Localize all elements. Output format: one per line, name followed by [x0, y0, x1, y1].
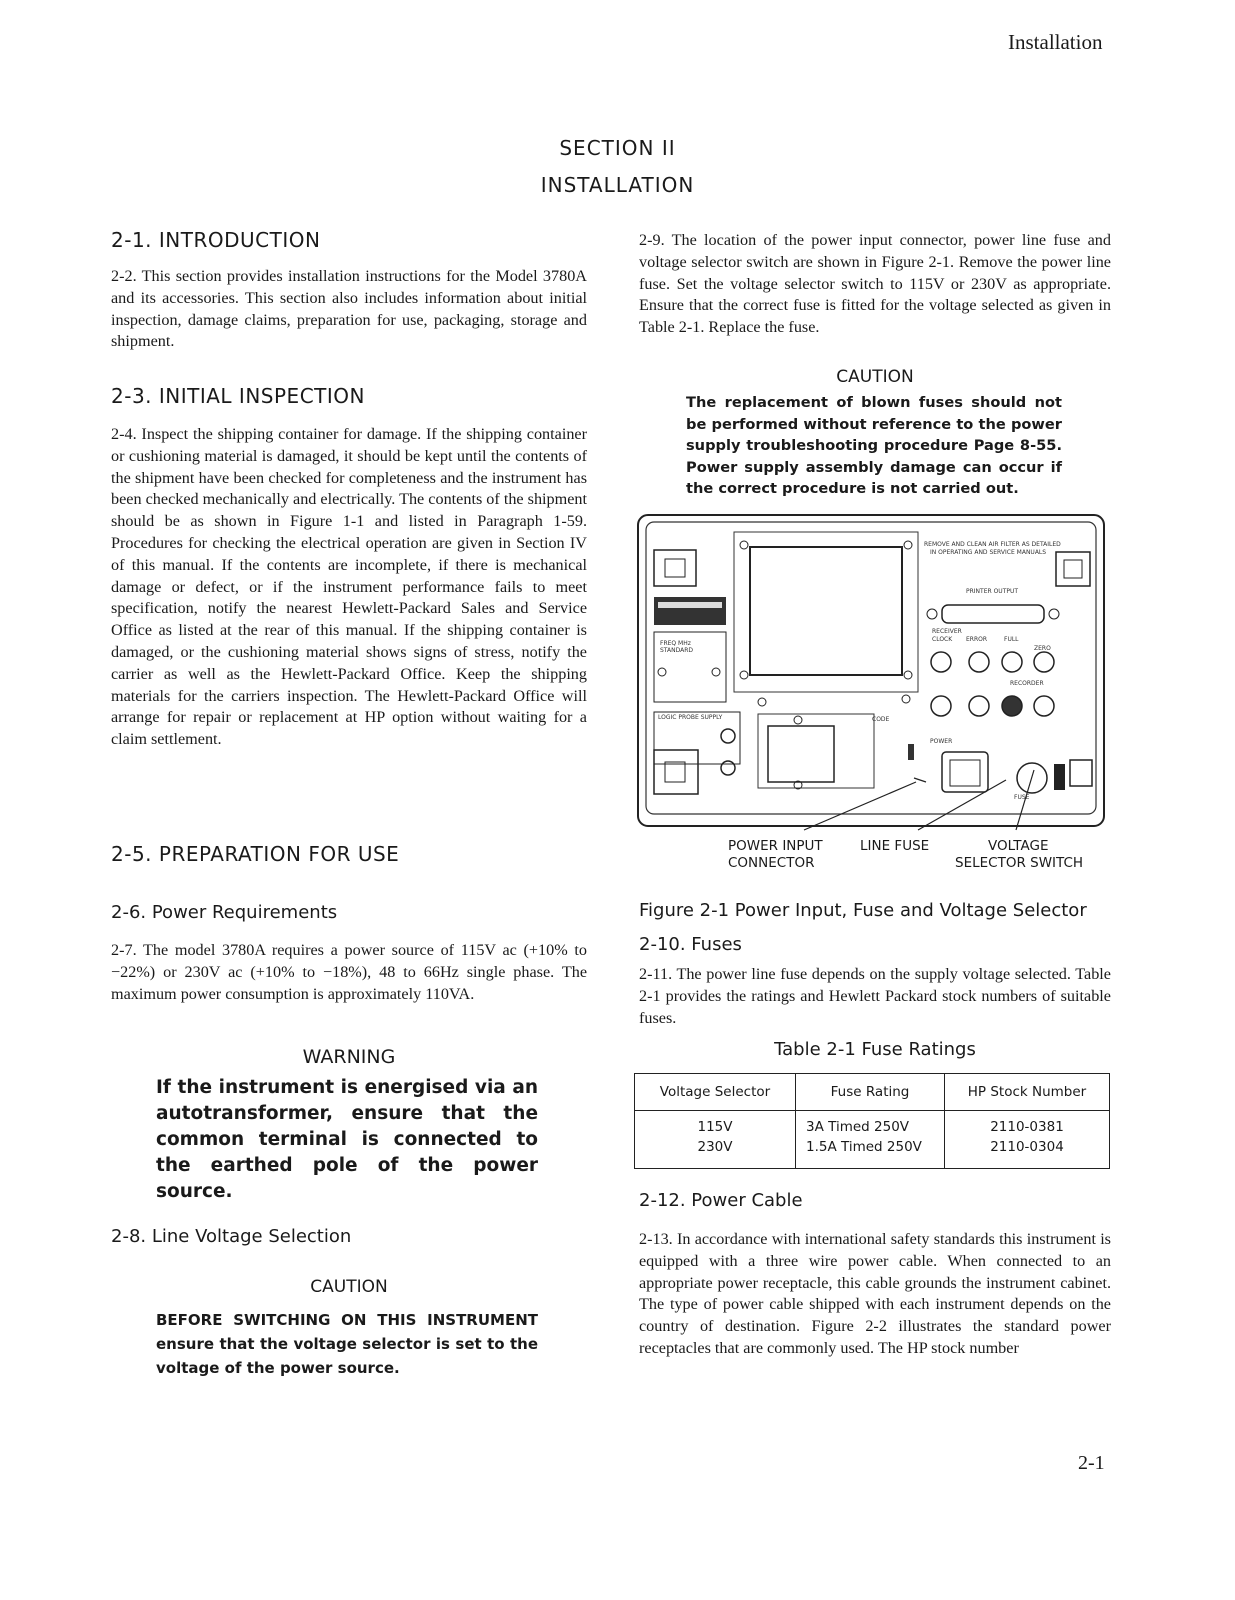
rating-230: 1.5A Timed 250V [806, 1139, 922, 1155]
power-cable-heading: 2-12. Power Cable [639, 1190, 803, 1211]
fuse-ratings-table [634, 1073, 1110, 1169]
warning-title: WARNING [302, 1046, 396, 1068]
panel-clock: CLOCK [932, 636, 953, 643]
label-voltage: VOLTAGE [988, 838, 1049, 854]
voltage-230: 230V [697, 1139, 733, 1155]
power-cable-paragraph: 2-13. In accordance with international safety standards this instrument is equipped with a three wire power cable. When connected to an appropriate power receptacle, this cable grounds the instrument cabinet. The type of power cable shipped with each instrument depends on the country of destination. Figure 2-2 illustrates the standard power receptacles that are commonly used. The HP stock number [639, 1230, 1111, 1357]
voltage-cell [635, 1111, 796, 1169]
caution-text-1: The replacement of blown fuses should not be performed without reference to the power supply troubleshooting procedure Page 8-55. Power supply assembly damage can occur if the correct procedure is not carried out. [686, 394, 1062, 497]
label-connector: CONNECTOR [728, 855, 815, 871]
section-number: SECTION II [559, 136, 676, 160]
inspection-paragraph: 2-4. Inspect the shipping container for damage. If the shipping container or cushioning material is damaged, it should be kept until the contents of the shipment have been checked for completeness and the instrument has been checked mechanically and electrically. The contents of the shipment should be as shown in Figure 1-1 and listed in Paragraph 1-59. Procedures for checking the electrical operation are given in Section IV of this manual. If the contents are incomplete, if there is mechanical damage or defect, or if the instrument performance fails to meet specification, notify the nearest Hewlett-Packard Sales and Service Office as listed at the rear of this manual. If the shipping container is damaged, or the cushioning material shows signs of stress, notify the carrier as well as the Hewlett-Packard Office. Keep the shipping materials for the carriers inspection. The Hewlett-Packard Office will arrange for repair or replacement at HP option without waiting for a claim settlement. [111, 425, 587, 749]
label-selector-switch: SELECTOR SWITCH [955, 855, 1084, 871]
figure-caption: Figure 2-1 Power Input, Fuse and Voltage Selector [639, 900, 1087, 921]
table-header-cell: HP Stock Number [945, 1074, 1110, 1111]
label-power-input: POWER INPUT [728, 838, 823, 854]
panel-freq-standard: FREQ MHz STANDARD [660, 640, 694, 654]
panel-recorder: RECORDER [1010, 680, 1044, 687]
panel-code: CODE [872, 716, 890, 723]
page-number: 2-1 [1078, 1452, 1105, 1474]
panel-receiver: RECEIVER [932, 628, 962, 635]
panel-fuse: FUSE [1014, 794, 1030, 801]
intro-paragraph: 2-2. This section provides installation instructions for the Model 3780A and its accessories. This section also includes information about initial inspection, damage claims, preparation for use, packaging, storage and shipment. [111, 267, 587, 351]
panel-remove-note-2: IN OPERATING AND SERVICE MANUALS [930, 549, 1047, 556]
table-header-cell: Voltage Selector [635, 1074, 796, 1111]
intro-heading: 2-1. INTRODUCTION [111, 228, 321, 252]
panel-remove-note: REMOVE AND CLEAN AIR FILTER AS DETAILED [924, 541, 1061, 548]
fuses-paragraph: 2-11. The power line fuse depends on the supply voltage selected. Table 2-1 provides the ratings and Hewlett Packard stock numbers of suitable fuses. [639, 965, 1111, 1027]
caution-text-2: BEFORE SWITCHING ON THIS INSTRUMENT ensure that the voltage selector is set to the voltage of the power source. [156, 1311, 538, 1377]
paragraph-2-9: 2-9. The location of the power input connector, power line fuse and voltage selector switch are shown in Figure 2-1. Remove the power line fuse. Set the voltage selector switch to 115V or 230V as appropriate. Ensure that the correct fuse is fitted for the voltage selected as given in Table 2-1. Replace the fuse. [639, 231, 1111, 337]
table-title: Table 2-1 Fuse Ratings [774, 1039, 976, 1060]
section-name: INSTALLATION [540, 173, 695, 197]
rating-115: 3A Timed 250V [806, 1119, 910, 1135]
label-line-fuse: LINE FUSE [860, 838, 930, 854]
voltage-115: 115V [697, 1119, 733, 1135]
rear-panel-figure [636, 512, 1108, 832]
caution-title-1: CAUTION [836, 367, 914, 387]
table-header-cell: Fuse Rating [796, 1074, 945, 1111]
table-row [635, 1111, 1110, 1169]
fuses-heading: 2-10. Fuses [639, 934, 742, 955]
panel-error: ERROR [966, 636, 988, 643]
caution-title-2: CAUTION [310, 1277, 388, 1297]
power-requirements-heading: 2-6. Power Requirements [111, 902, 338, 923]
panel-power: POWER [930, 738, 953, 745]
running-title: Installation [1008, 30, 1103, 54]
power-requirements-paragraph: 2-7. The model 3780A requires a power source of 115V ac (+10% to −22%) or 230V ac (+10% to −18%), 48 to 66Hz single phase. The maximum power consumption is approximately 110VA. [111, 941, 587, 1003]
panel-printer-output: PRINTER OUTPUT [966, 588, 1019, 595]
panel-full-scale: FULL [1004, 636, 1019, 643]
line-voltage-heading: 2-8. Line Voltage Selection [111, 1226, 352, 1247]
panel-zero: ZERO [1034, 645, 1051, 652]
inspection-heading: 2-3. INITIAL INSPECTION [111, 384, 365, 408]
preparation-heading: 2-5. PREPARATION FOR USE [111, 842, 400, 866]
stock-230: 2110-0304 [990, 1139, 1064, 1155]
stock-115: 2110-0381 [990, 1119, 1064, 1135]
warning-text: If the instrument is energised via an autotransformer, ensure that the common terminal is connected to the earthed pole of the power source. [156, 1077, 538, 1202]
fuse-rating-cell [796, 1111, 945, 1169]
panel-logic-probe: LOGIC PROBE SUPPLY [658, 714, 723, 721]
stock-number-cell [945, 1111, 1110, 1169]
